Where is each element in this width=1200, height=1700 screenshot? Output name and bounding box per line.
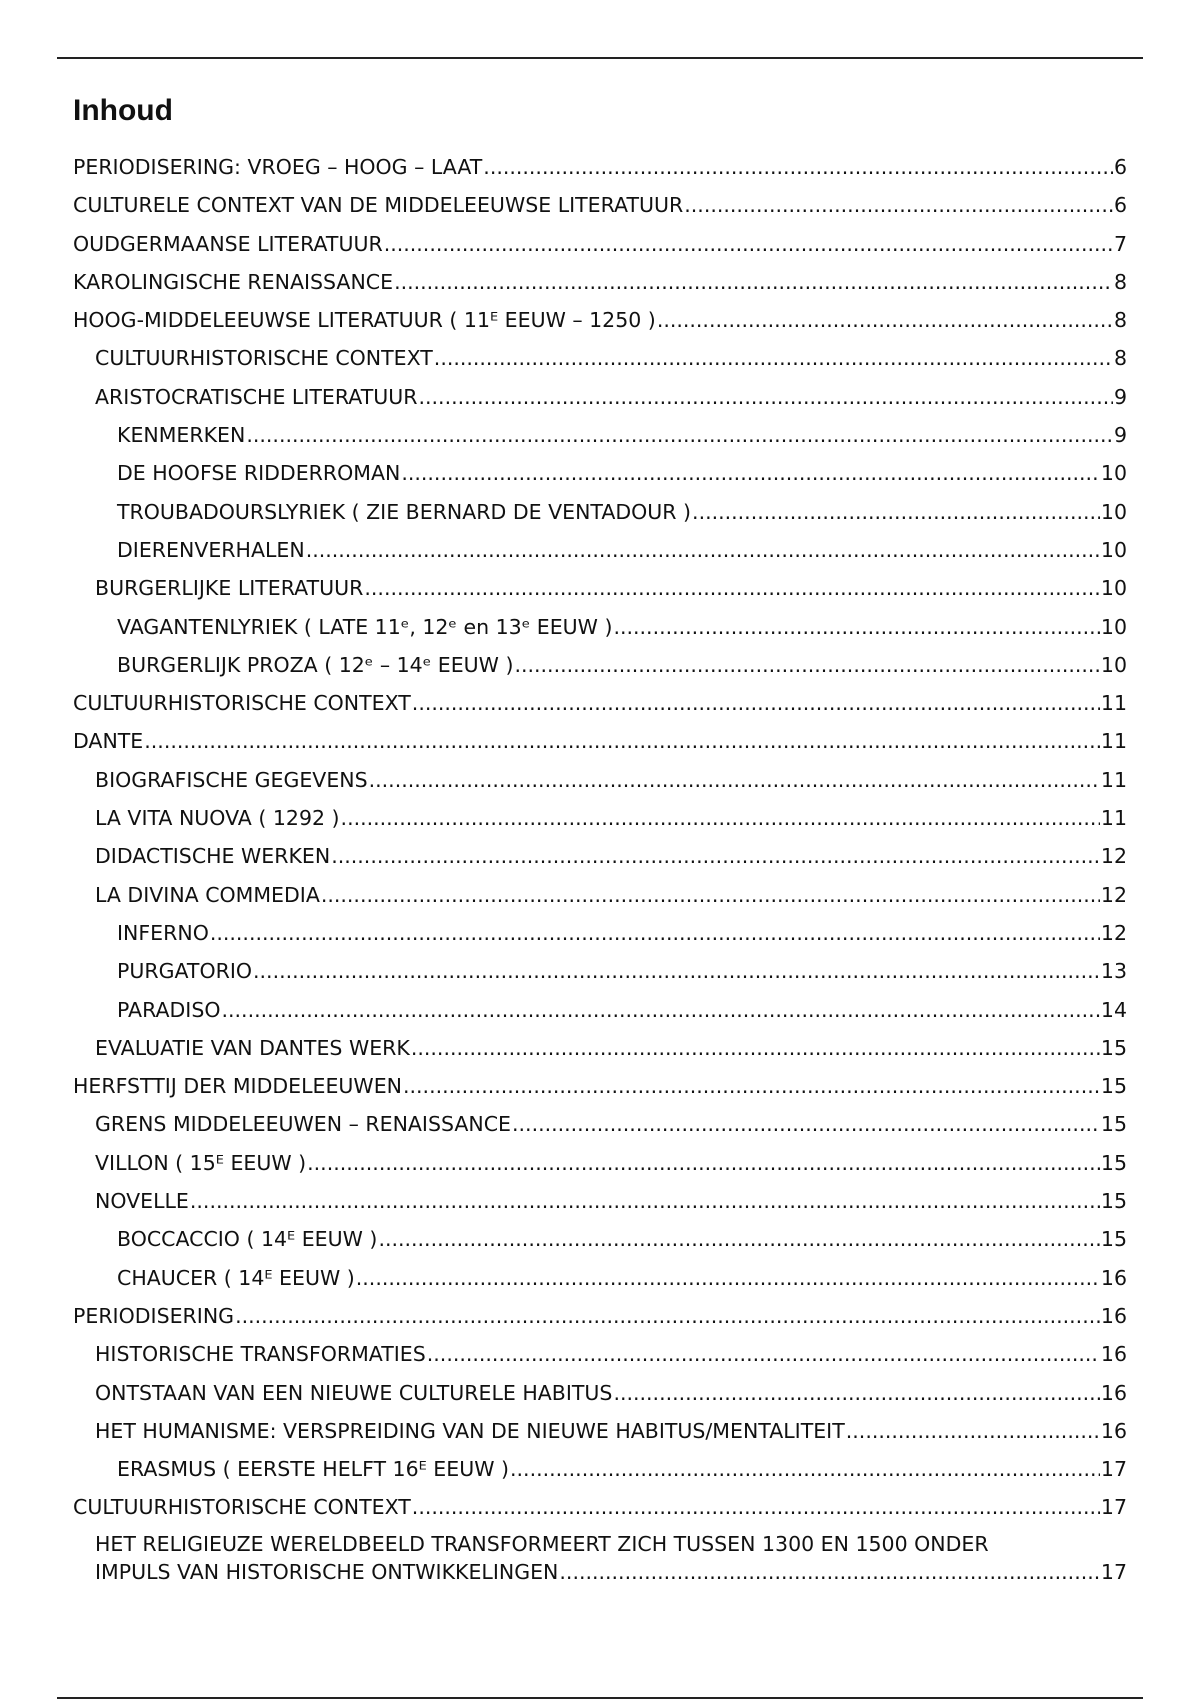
toc-entry-page: 15 <box>1100 1189 1127 1214</box>
toc-entry[interactable] <box>73 1067 1127 1105</box>
toc-leader-dots <box>246 416 1113 454</box>
toc-entry-page: 17 <box>1100 1457 1127 1482</box>
toc-leader-dots <box>378 1220 1099 1258</box>
toc-leader-dots <box>253 952 1100 990</box>
toc-entry-page: 10 <box>1100 576 1127 601</box>
toc-entry[interactable] <box>73 1297 1127 1335</box>
toc-leader-dots <box>434 339 1113 377</box>
toc-leader-dots <box>369 761 1100 799</box>
toc-entry-title: PURGATORIO <box>117 959 253 984</box>
toc-leader-dots <box>210 914 1100 952</box>
toc-entry[interactable] <box>73 339 1127 377</box>
toc-entry[interactable] <box>73 914 1127 952</box>
toc-entry-page: 8 <box>1113 308 1127 333</box>
toc-entry-title: KAROLINGISCHE RENAISSANCE <box>73 269 394 294</box>
toc-entry-title: DIDACTISCHE WERKEN <box>95 844 331 869</box>
toc-entry-title: LA VITA NUOVA ( 1292 ) <box>95 806 340 831</box>
toc-entry[interactable] <box>73 531 1127 569</box>
toc-entry-page: 8 <box>1113 346 1127 371</box>
toc-entry-page: 9 <box>1113 384 1127 409</box>
toc-entry[interactable] <box>73 186 1127 224</box>
toc-entry-page: 6 <box>1113 193 1127 218</box>
toc-leader-dots <box>427 1335 1100 1373</box>
toc-entry-page: 14 <box>1100 997 1127 1022</box>
toc-entry[interactable] <box>73 1259 1127 1297</box>
toc-entry-title: INFERNO <box>117 920 209 945</box>
toc-entry[interactable] <box>73 1412 1127 1450</box>
toc-entry-page: 16 <box>1100 1303 1127 1328</box>
toc-entry-page: 9 <box>1113 423 1127 448</box>
toc-entry-page: 11 <box>1100 691 1127 716</box>
toc-entry-page: 10 <box>1100 537 1127 562</box>
toc-entry-title: ONTSTAAN VAN EEN NIEUWE CULTURELE HABITUS <box>95 1380 613 1405</box>
header-rule <box>57 57 1143 59</box>
toc-entry-title: OUDGERMAANSE LITERATUUR <box>73 231 383 256</box>
toc-leader-dots <box>846 1412 1100 1450</box>
toc-entry[interactable] <box>73 991 1127 1029</box>
toc-entry-title: BURGERLIJKE LITERATUUR <box>95 576 364 601</box>
toc-entry-page: 12 <box>1100 882 1127 907</box>
toc-entry-title: PERIODISERING: VROEG – HOOG – LAAT <box>73 155 483 179</box>
toc-entry-page: 17 <box>1100 1559 1127 1584</box>
toc-entry[interactable] <box>73 1220 1127 1258</box>
toc-leader-dots <box>657 301 1113 339</box>
toc-entry[interactable] <box>73 876 1127 914</box>
toc-entry-page: 15 <box>1100 1227 1127 1252</box>
toc-entry-title: EVALUATIE VAN DANTES WERK <box>95 1035 410 1060</box>
toc-leader-dots <box>341 799 1100 837</box>
toc-entry-page: 10 <box>1100 499 1127 524</box>
toc-leader-dots <box>613 1374 1099 1412</box>
toc-entry-page: 8 <box>1113 269 1127 294</box>
toc-leader-dots <box>692 493 1100 531</box>
toc-entry[interactable] <box>73 301 1127 339</box>
toc-entry-page: 17 <box>1100 1495 1127 1520</box>
toc-entry[interactable] <box>73 1182 1127 1220</box>
toc-entry-page: 12 <box>1100 920 1127 945</box>
toc-leader-dots <box>684 186 1113 224</box>
toc-entry-title-line2: IMPULS VAN HISTORISCHE ONTWIKKELINGEN <box>95 1559 559 1584</box>
toc-entry-title: VAGANTENLYRIEK ( LATE 11ᵉ, 12ᵉ en 13ᵉ EEUW ) <box>117 614 613 639</box>
toc-entry[interactable] <box>73 1527 1127 1586</box>
toc-entry-page: 15 <box>1100 1150 1127 1175</box>
toc-entry-title: HET HUMANISME: VERSPREIDING VAN DE NIEUWE HABITUS/MENTALITEIT <box>95 1418 845 1443</box>
toc-entry[interactable] <box>73 722 1127 760</box>
toc-entry-title: ARISTOCRATISCHE LITERATUUR <box>95 384 418 409</box>
toc-leader-dots <box>412 684 1100 722</box>
toc-leader-dots <box>419 378 1113 416</box>
toc-entry[interactable] <box>73 1374 1127 1412</box>
toc-leader-dots <box>235 1297 1100 1335</box>
toc-entry-page: 13 <box>1100 959 1127 984</box>
toc-entry[interactable] <box>73 684 1127 722</box>
toc-leader-dots <box>483 148 1113 186</box>
toc-entry-title: HOOG-MIDDELEEUWSE LITERATUUR ( 11ᴱ EEUW – 1250 ) <box>73 308 656 333</box>
toc-entry-page: 16 <box>1100 1418 1127 1443</box>
toc-leader-dots <box>559 1558 1100 1586</box>
toc-entry-title: PERIODISERING <box>73 1303 235 1328</box>
toc-entry-page: 11 <box>1100 806 1127 831</box>
toc-entry-title: CULTUURHISTORISCHE CONTEXT <box>73 1495 411 1520</box>
toc-entry-title: NOVELLE <box>95 1189 189 1214</box>
toc-entry-title: GRENS MIDDELEEUWEN – RENAISSANCE <box>95 1112 512 1137</box>
toc-leader-dots <box>331 837 1100 875</box>
toc-entry-page: 7 <box>1113 231 1127 256</box>
toc-entry[interactable] <box>73 1450 1127 1488</box>
table-of-contents <box>73 148 1127 1586</box>
toc-entry-page: 15 <box>1100 1074 1127 1099</box>
toc-leader-dots <box>356 1259 1100 1297</box>
toc-leader-dots <box>394 263 1113 301</box>
toc-entry[interactable] <box>73 1105 1127 1143</box>
toc-entry[interactable] <box>73 493 1127 531</box>
toc-entry-page: 11 <box>1100 767 1127 792</box>
toc-entry[interactable] <box>73 952 1127 990</box>
toc-entry[interactable] <box>73 225 1127 263</box>
toc-entry-title: PARADISO <box>117 997 221 1022</box>
toc-entry-page: 16 <box>1100 1342 1127 1367</box>
toc-entry-page: 16 <box>1100 1380 1127 1405</box>
toc-entry-page: 10 <box>1100 461 1127 486</box>
toc-entry-title-line1: HET RELIGIEUZE WERELDBEELD TRANSFORMEERT ZICH TUSSEN 1300 EN 1500 ONDER <box>95 1531 989 1556</box>
toc-entry[interactable] <box>73 454 1127 492</box>
toc-leader-dots <box>144 722 1100 760</box>
toc-heading: Inhoud <box>73 94 173 127</box>
toc-entry-title: HERFSTTIJ DER MIDDELEEUWEN <box>73 1074 402 1099</box>
toc-entry-title: CHAUCER ( 14ᴱ EEUW ) <box>117 1265 355 1290</box>
toc-leader-dots <box>222 991 1100 1029</box>
toc-leader-dots <box>514 646 1099 684</box>
toc-entry[interactable] <box>73 1029 1127 1067</box>
toc-entry-page: 15 <box>1100 1035 1127 1060</box>
toc-leader-dots <box>512 1105 1100 1143</box>
toc-entry-title: CULTUURHISTORISCHE CONTEXT <box>73 691 411 716</box>
toc-entry-page: 10 <box>1100 614 1127 639</box>
toc-entry[interactable] <box>73 1335 1127 1373</box>
toc-entry[interactable] <box>73 416 1127 454</box>
toc-leader-dots <box>411 1029 1100 1067</box>
toc-entry-title: LA DIVINA COMMEDIA <box>95 882 320 907</box>
toc-leader-dots <box>613 608 1099 646</box>
toc-entry-title: BIOGRAFISCHE GEGEVENS <box>95 767 368 792</box>
toc-entry-page: 12 <box>1100 844 1127 869</box>
toc-leader-dots <box>412 1488 1100 1526</box>
toc-entry-page: 6 <box>1113 155 1127 179</box>
toc-leader-dots <box>384 225 1113 263</box>
toc-entry-title: TROUBADOURSLYRIEK ( ZIE BERNARD DE VENTADOUR ) <box>117 499 692 524</box>
toc-entry[interactable] <box>73 608 1127 646</box>
toc-entry-title: DE HOOFSE RIDDERROMAN <box>117 461 401 486</box>
toc-entry-title: KENMERKEN <box>117 423 246 448</box>
toc-entry-page: 16 <box>1100 1265 1127 1290</box>
toc-entry[interactable] <box>73 378 1127 416</box>
toc-leader-dots <box>321 876 1100 914</box>
toc-entry[interactable] <box>73 263 1127 301</box>
footer-rule <box>57 1697 1143 1699</box>
toc-leader-dots <box>307 1144 1100 1182</box>
toc-entry-title: DIERENVERHALEN <box>117 537 305 562</box>
toc-entry-page: 10 <box>1100 652 1127 677</box>
toc-entry[interactable] <box>73 646 1127 684</box>
toc-entry[interactable] <box>73 148 1127 186</box>
toc-entry[interactable] <box>73 837 1127 875</box>
toc-entry[interactable] <box>73 1144 1127 1182</box>
toc-leader-dots <box>190 1182 1100 1220</box>
toc-entry-title: HISTORISCHE TRANSFORMATIES <box>95 1342 426 1367</box>
toc-entry-title: BOCCACCIO ( 14ᴱ EEUW ) <box>117 1227 378 1252</box>
toc-entry-page: 11 <box>1100 729 1127 754</box>
toc-entry[interactable] <box>73 569 1127 607</box>
toc-entry-title: VILLON ( 15ᴱ EEUW ) <box>95 1150 307 1175</box>
toc-entry-title: BURGERLIJK PROZA ( 12ᵉ – 14ᵉ EEUW ) <box>117 652 514 677</box>
toc-entry[interactable] <box>73 1488 1127 1526</box>
toc-entry[interactable] <box>73 799 1127 837</box>
toc-entry-title: CULTURELE CONTEXT VAN DE MIDDELEEUWSE LITERATUUR <box>73 193 684 218</box>
toc-entry-title: DANTE <box>73 729 144 754</box>
toc-leader-dots <box>403 1067 1100 1105</box>
toc-entry-title: CULTUURHISTORISCHE CONTEXT <box>95 346 433 371</box>
toc-entry[interactable] <box>73 761 1127 799</box>
toc-leader-dots <box>510 1450 1100 1488</box>
toc-entry-title: ERASMUS ( EERSTE HELFT 16ᴱ EEUW ) <box>117 1457 510 1482</box>
toc-leader-dots <box>306 531 1100 569</box>
toc-entry-page: 15 <box>1100 1112 1127 1137</box>
toc-leader-dots <box>401 454 1100 492</box>
toc-leader-dots <box>364 569 1100 607</box>
